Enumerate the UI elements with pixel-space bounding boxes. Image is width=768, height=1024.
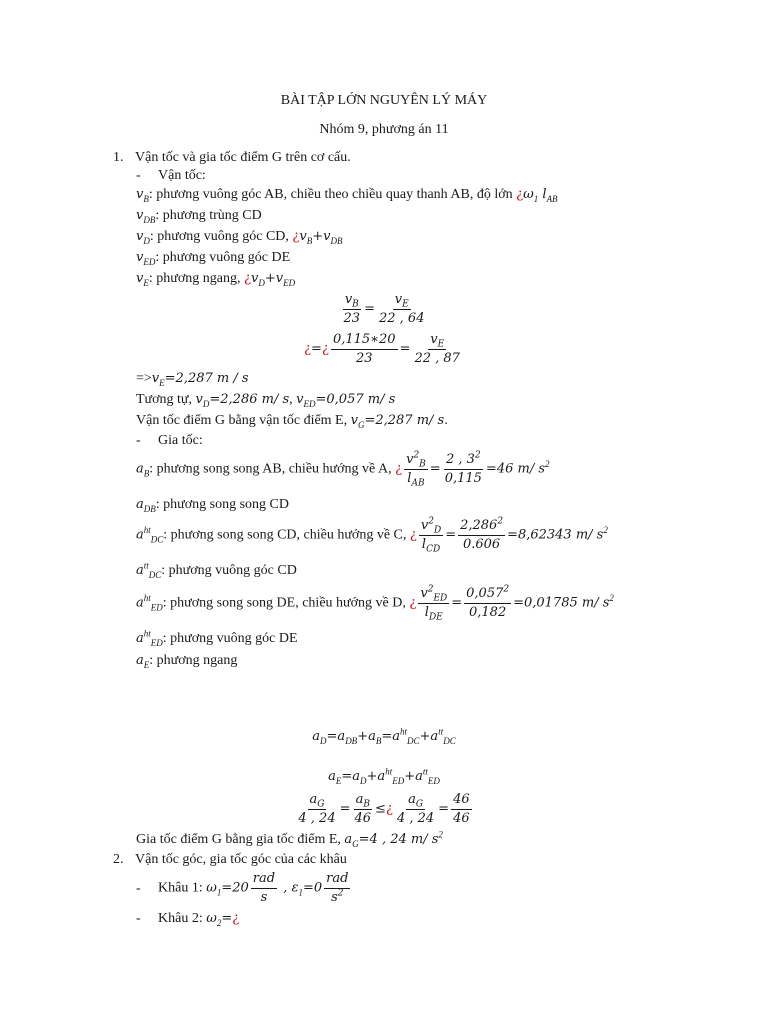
vB-line: $v_B$: phương vuông góc AB, chiều theo chiều quay thanh AB, độ lớn ¿$\omega_1$ $l_{AB}$	[136, 187, 558, 204]
section-1-heading: 1. Vận tốc và gia tốc điểm G trên cơ cấu.	[113, 150, 351, 165]
vG-line: Vận tốc điểm G bằng vận tốc điểm E, $v_G=2,287$ m/ s.	[136, 413, 448, 430]
aB-line: $a_B$: phương song song AB, chiều hướng về A, ¿ $\frac{v^2_B}{l_{AB}}$ = $\frac{2 , 3^2}{0,115}$ =46 m/ $s^2$	[136, 450, 550, 489]
equation-ratio-1: $\frac{v_B}{23}$ = $\frac{v_E}{22 , 64}$	[343, 292, 425, 326]
similar-velocities: Tương tự, $v_D=2,286$ m/ s, $v_{ED}=0,057$ m/ s	[136, 392, 396, 409]
velocity-heading: - Vận tốc:	[136, 168, 206, 183]
vE-line: $v_E$: phương ngang, ¿$v_D+v_{ED}$	[136, 271, 296, 288]
aED-ht-line: $a^{ht}_{ED}$: phương song song DE, chiều hướng về D, ¿ $\frac{v^2_{ED}}{l_{DE}}$ = $\frac{0,057^2}{0,182}$ =0,01785 m/ $s^2$	[136, 584, 614, 623]
khau-2-line: - Khâu 2: $\omega_2=¿$	[136, 911, 240, 928]
aDC-ht-line: $a^{ht}_{DC}$: phương song song CD, chiều hướng về C, ¿ $\frac{v^2_D}{l_{CD}}$ = $\frac{2,286^2}{0.606}$ =8,62343 m/ $s^2$	[136, 516, 608, 555]
acceleration-heading: - Gia tốc:	[136, 433, 203, 448]
document-subtitle: Nhóm 9, phương án 11	[319, 122, 449, 137]
equation-ratio-2: ¿=¿ $\frac{0,115∗20}{23}$ = $\frac{v_E}{22 , 87}$	[304, 332, 460, 366]
aDC-tt-line: $a^{tt}_{DC}$: phương vuông góc CD	[136, 560, 297, 580]
vED-line: $v_{ED}$: phương vuông góc DE	[136, 250, 291, 267]
equation-aE: $a_E=a_D+a^{ht}_{ED}+a^{tt}_{ED}$	[328, 766, 440, 786]
vDB-line: $v_{DB}$: phương trùng CD	[136, 208, 262, 225]
vD-line: $v_D$: phương vuông góc CD, ¿$v_B+v_{DB}$	[136, 229, 343, 246]
equation-aD: $a_D=a_{DB}+a_B=a^{ht}_{DC}+a^{tt}_{DC}$	[312, 726, 456, 746]
aE-line: $a_E$: phương ngang	[136, 653, 238, 670]
aG-line: Gia tốc điểm G bằng gia tốc điểm E, $a_G=4$ , 24 m/ $s^2$	[136, 829, 443, 849]
vE-result: $=>v_E=2,287$ m / s	[136, 371, 249, 388]
equation-aG-ratio: $\frac{a_G}{4 , 24}$ = $\frac{a_B}{46}$ ≤¿ $\frac{a_G}{4 , 24}$ = $\frac{46}{46}$	[298, 792, 470, 826]
aDB-line: $a_{DB}$: phương song song CD	[136, 497, 289, 514]
document-title: BÀI TẬP LỚN NGUYÊN LÝ MÁY	[280, 93, 488, 108]
khau-1-line: - Khâu 1: $\omega_1=20$ $\frac{\text{rad}}{s}$ , $\varepsilon_1=0$ $\frac{\text{rad}}{s^2}$	[136, 871, 349, 905]
section-2-heading: 2. Vận tốc góc, gia tốc góc của các khâu	[113, 852, 347, 867]
aED-tt-line: $a^{ht}_{ED}$: phương vuông góc DE	[136, 628, 298, 648]
